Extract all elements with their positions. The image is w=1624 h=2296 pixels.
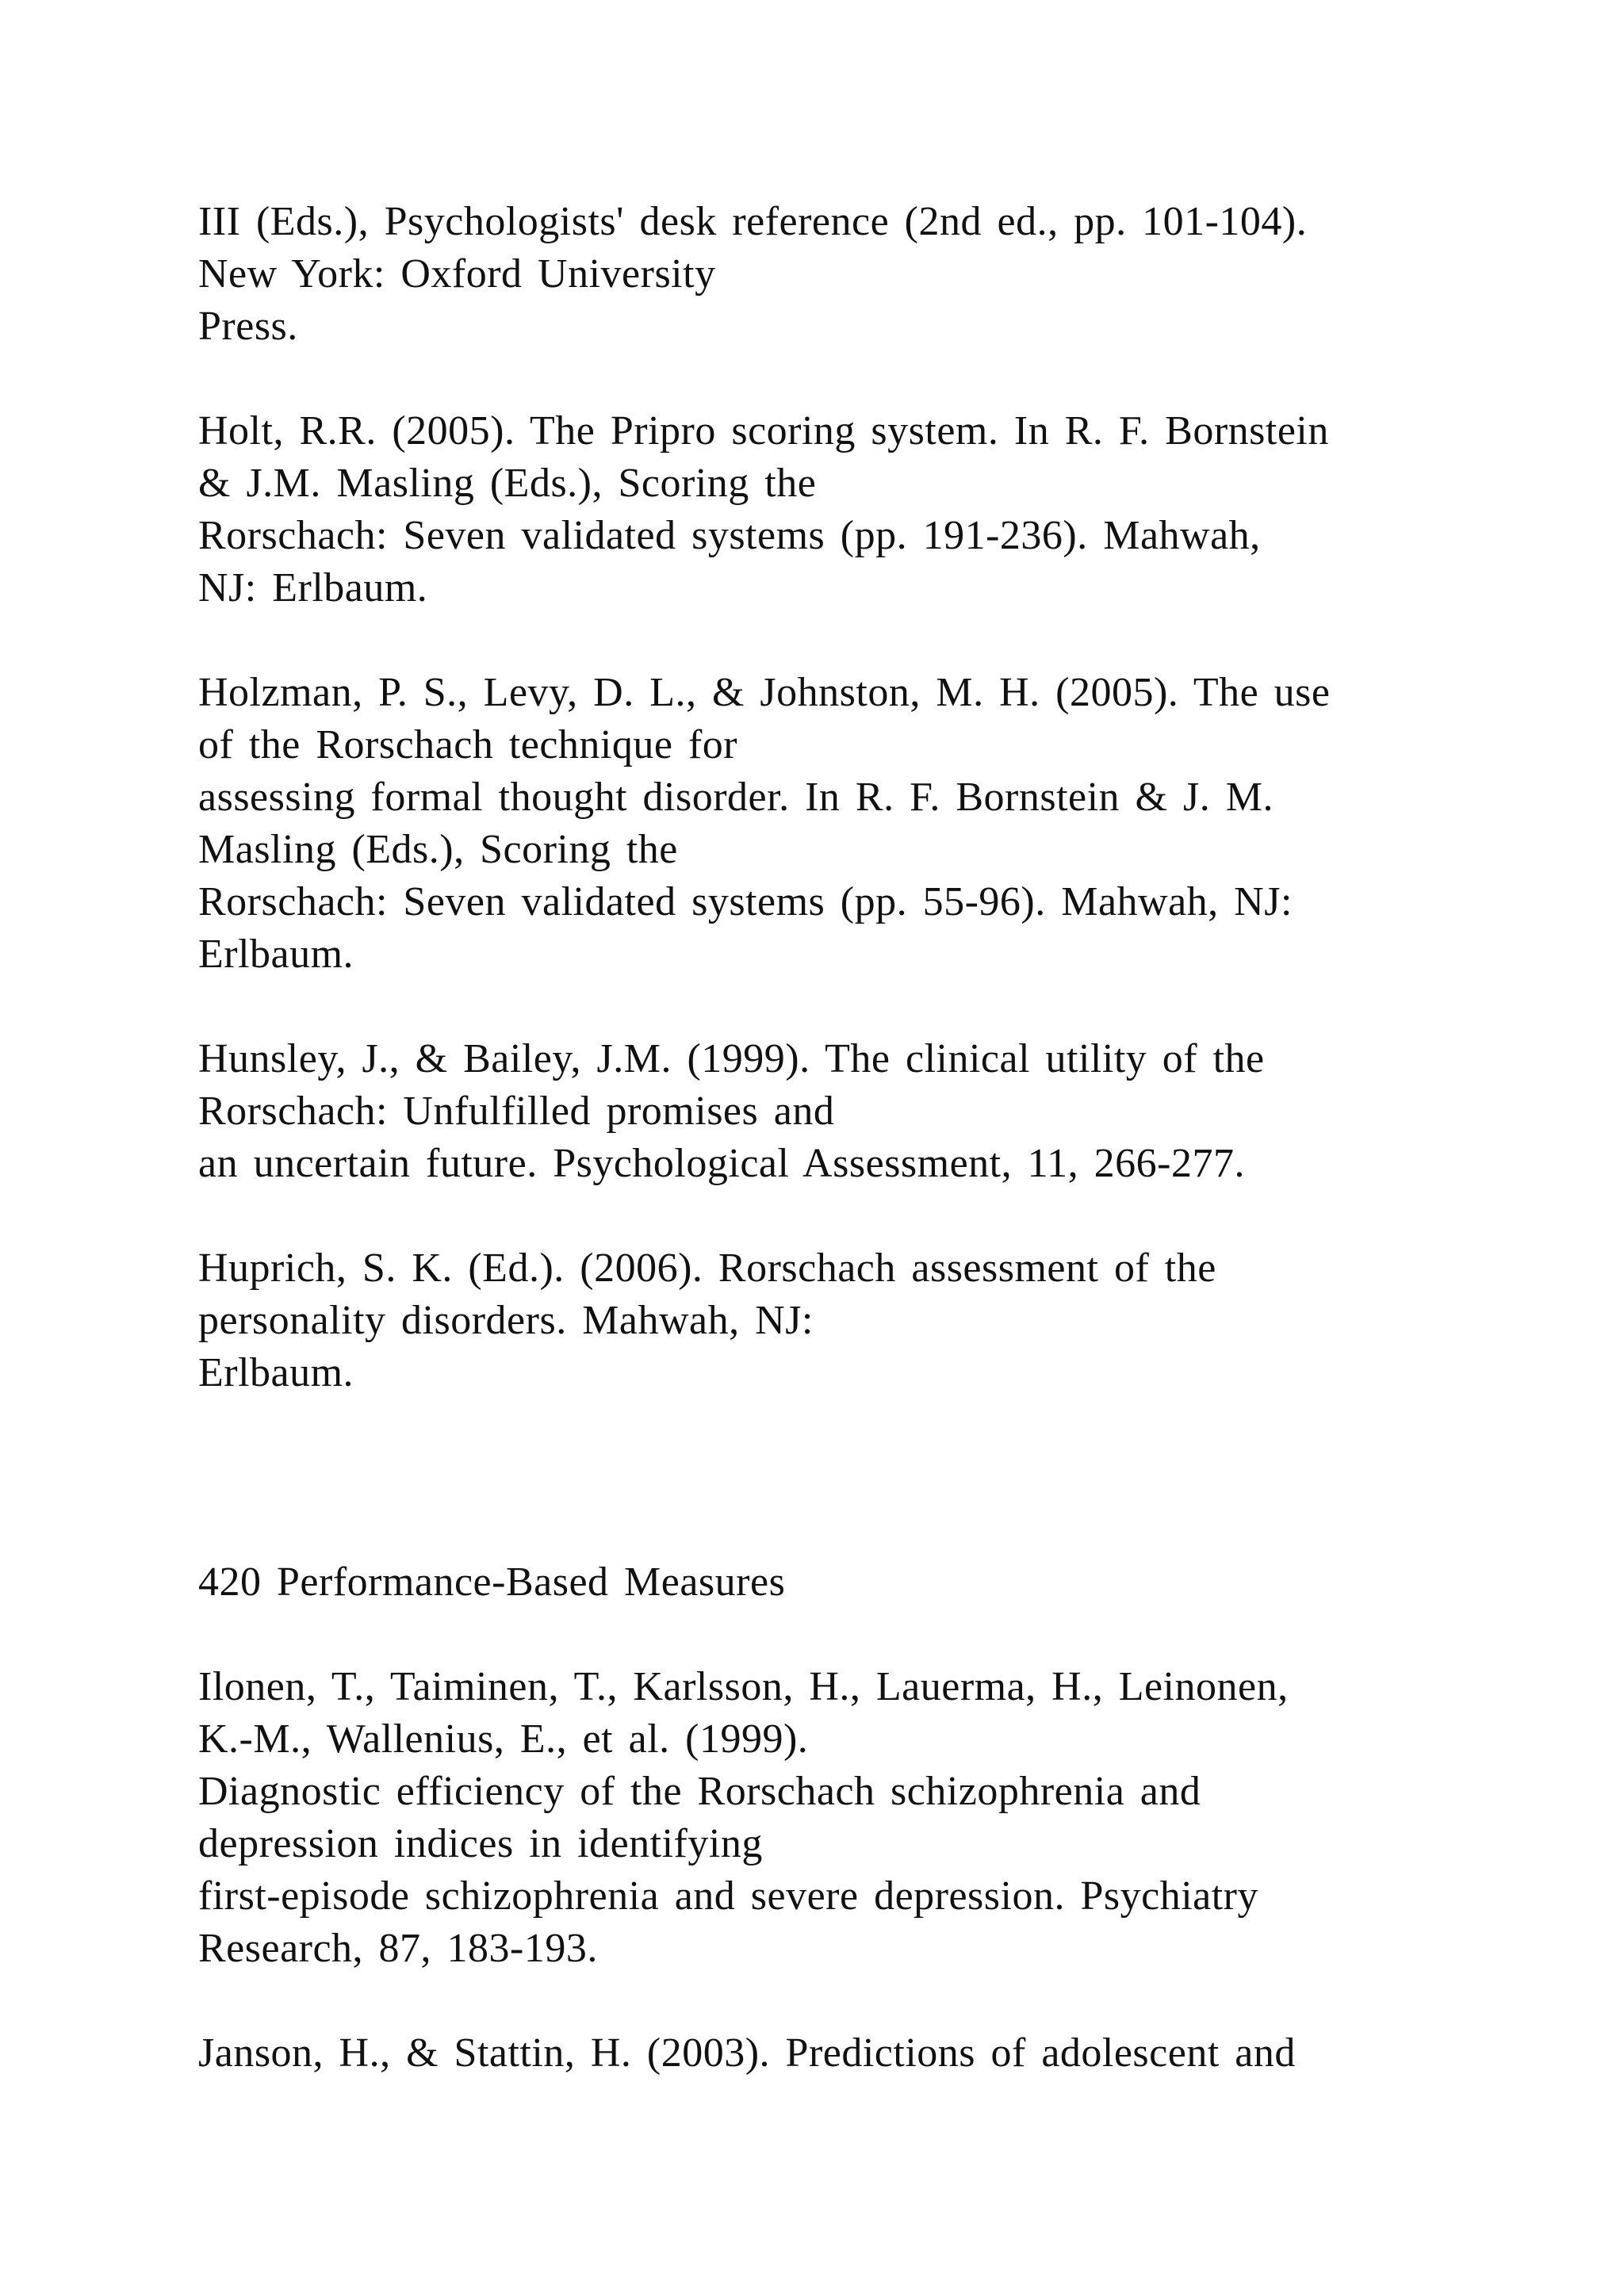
reference-line: Erlbaum.	[198, 1350, 354, 1395]
reference-line: Holzman, P. S., Levy, D. L., & Johnston, M. H. (2005). The use	[198, 670, 1331, 715]
reference-line: III (Eds.), Psychologists' desk reference (2nd ed., pp. 101-104).	[198, 199, 1308, 244]
reference-list	[198, 196, 1594, 2080]
reference-line: K.-M., Wallenius, E., et al. (1999).	[198, 1716, 809, 1762]
reference-line: assessing formal thought disorder. In R. F. Bornstein & J. M.	[198, 775, 1274, 820]
reference-line: first-episode schizophrenia and severe depression. Psychiatry	[198, 1873, 1258, 1919]
reference-line: Huprich, S. K. (Ed.). (2006). Rorschach assessment of the	[198, 1246, 1216, 1291]
page-header: 420 Performance-Based Measures	[198, 1559, 786, 1605]
reference-line: of the Rorschach technique for	[198, 722, 738, 767]
reference-line: Diagnostic efficiency of the Rorschach schizophrenia and	[198, 1769, 1201, 1814]
reference-line: Ilonen, T., Taiminen, T., Karlsson, H., Lauerma, H., Leinonen,	[198, 1664, 1289, 1709]
reference-line: Holt, R.R. (2005). The Pripro scoring system. In R. F. Bornstein	[198, 408, 1329, 453]
reference-line: Research, 87, 183-193.	[198, 1926, 598, 1971]
reference-line: depression indices in identifying	[198, 1821, 763, 1866]
reference-line: NJ: Erlbaum.	[198, 565, 428, 610]
reference-line: Janson, H., & Stattin, H. (2003). Predictions of adolescent and	[198, 2030, 1296, 2076]
reference-line: Press.	[198, 304, 298, 349]
reference-line: Erlbaum.	[198, 932, 354, 977]
reference-entry	[198, 1033, 1594, 1190]
reference-line: an uncertain future. Psychological Assessment, 11, 266-277.	[198, 1141, 1245, 1186]
reference-line: personality disorders. Mahwah, NJ:	[198, 1298, 814, 1343]
reference-line: Rorschach: Seven validated systems (pp. 55-96). Mahwah, NJ:	[198, 879, 1293, 924]
reference-entry	[198, 196, 1594, 353]
reference-entry	[198, 405, 1594, 614]
reference-entry	[198, 667, 1594, 981]
reference-line: Rorschach: Unfulfilled promises and	[198, 1089, 835, 1134]
reference-line: & J.M. Masling (Eds.), Scoring the	[198, 461, 817, 506]
reference-line: Hunsley, J., & Bailey, J.M. (1999). The clinical utility of the	[198, 1036, 1265, 1081]
reference-line: Rorschach: Seven validated systems (pp. 191-236). Mahwah,	[198, 513, 1261, 558]
reference-line: Masling (Eds.), Scoring the	[198, 827, 678, 872]
reference-entry	[198, 1242, 1594, 1399]
reference-entry	[198, 2027, 1594, 2080]
reference-entry	[198, 1661, 1594, 1975]
reference-line: New York: Oxford University	[198, 251, 716, 297]
